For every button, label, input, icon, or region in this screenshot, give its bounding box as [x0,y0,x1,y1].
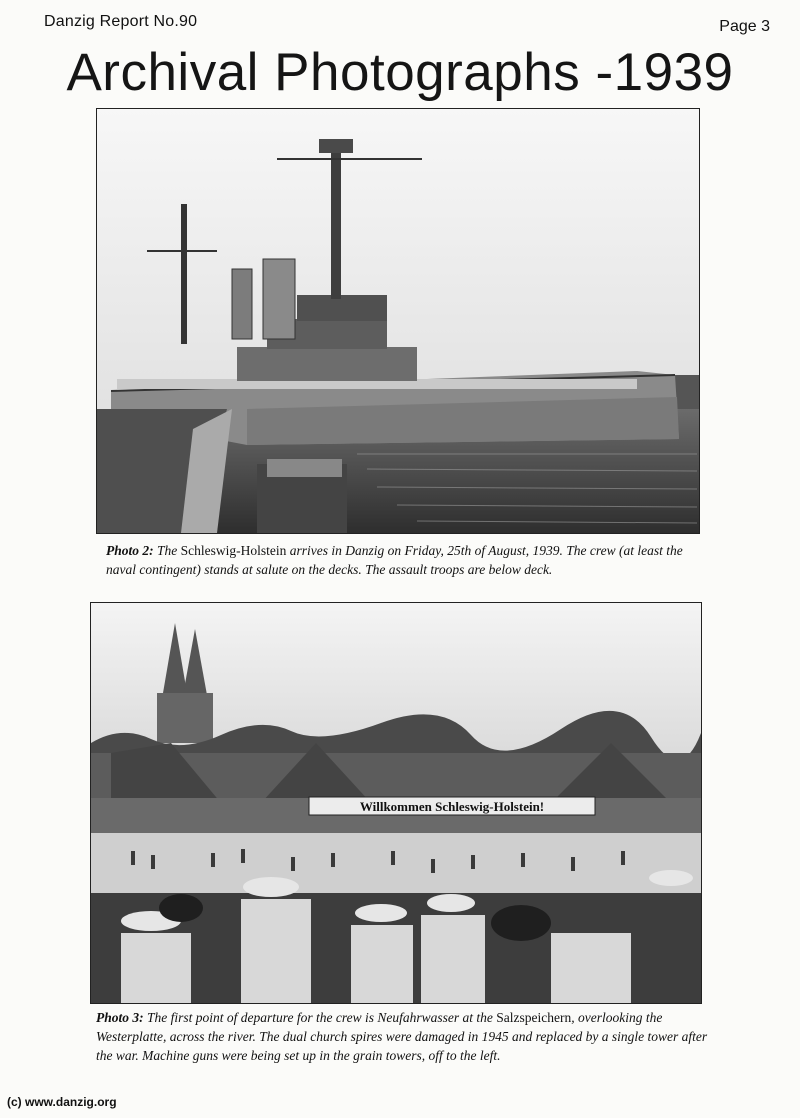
ship-name: Schleswig-Holstein [180,543,287,558]
photo-3-caption: Photo 3: The first point of departure for the crew is Neufahrwasser at the Salzspeichern, overlooking the Westerplatte, across the river. The dual church spires were damaged in 1945 and replaced by a single tower after the war. Machine guns were being set up in the grain towers, off to the left. [96,1010,708,1063]
caption-label: Photo 2: [106,543,154,558]
report-number: Danzig Report No.90 [44,13,198,30]
photo-battleship [96,108,700,534]
caption-label: Photo 3: [96,1010,144,1025]
page-number: Page 3 [719,18,770,35]
photo-2-caption: Photo 2: The Schleswig-Holstein arrives in Danzig on Friday, 25th of August, 1939. The crew (at least the naval contingent) stands at salute on the decks. The assault troops are below deck. [106,543,683,577]
page-title: Archival Photographs -1939 [66,43,734,102]
welcome-banner: Willkommen Schleswig-Holstein! [359,799,545,814]
place-name: Salzspeichern [496,1010,572,1025]
photo-neufahrwasser [90,602,702,1004]
copyright-footer: (c) www.danzig.org [7,1095,117,1109]
